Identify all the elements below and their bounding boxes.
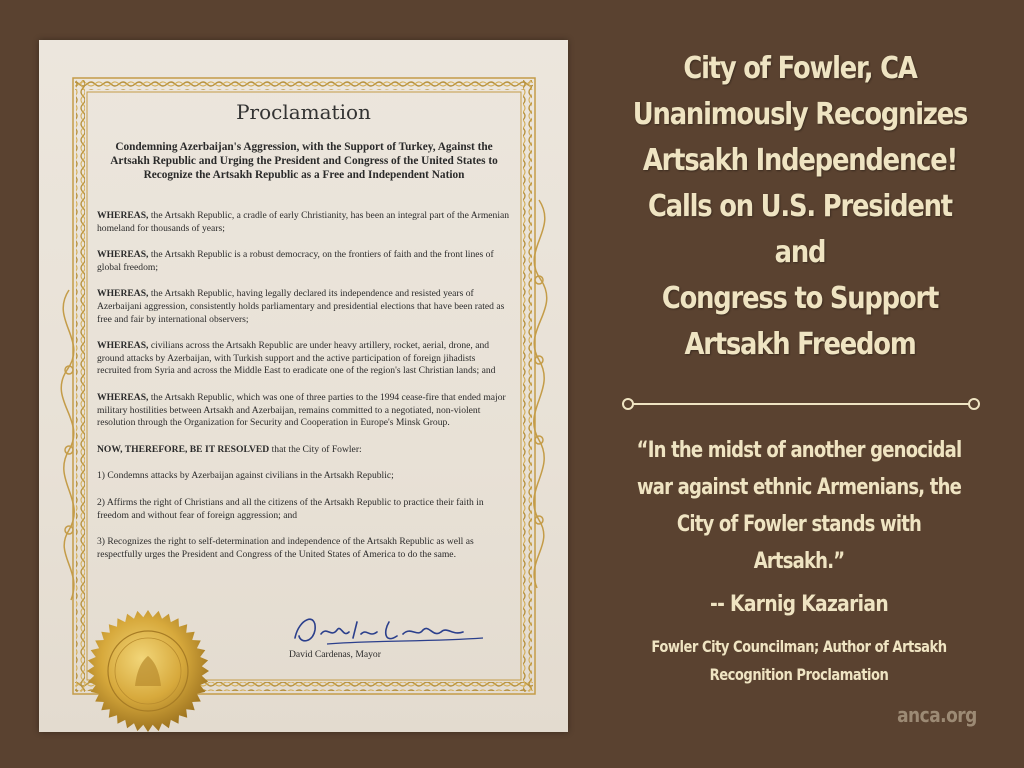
pull-quote	[631, 432, 967, 580]
headline-line: Congress to Support	[661, 281, 939, 316]
signatory-name: David Cardenas, Mayor	[289, 649, 381, 660]
headline-line: Artsakh Freedom	[684, 327, 916, 362]
headline	[619, 46, 980, 368]
whereas-clause: WHEREAS, civilians across the Artsakh Republic are under heavy artillery, rocket, aerial, drone, and ground attacks by Azerbaijan, with Turkish support and the active participation of foreign jihadists recruited from Syria and across the Middle East to eradicate one of the region's last Christian lands; and	[97, 340, 496, 377]
proclamation-body	[97, 210, 511, 575]
resolution-item: 1) Condemns attacks by Azerbaijan against civilians in the Artsakh Republic;	[97, 470, 394, 482]
whereas-clause: WHEREAS, the Artsakh Republic, which was one of three parties to the 1994 cease-fire that ended major military hostilities between Artsakh and Azerbaijan, remains committed to a negotiated, non-violent resolution through the Organization for Security and Cooperation in Europe's Minsk Group.	[97, 391, 506, 429]
quote-line: war against ethnic Armenians, the	[636, 475, 962, 500]
headline-line: Unanimously Recognizes	[632, 97, 968, 132]
resolution-item: 3) Recognizes the right to self-determination and independence of the Artsakh Republic as well as respectfully urges the President and Congress of the United States of America to do the same.	[97, 536, 474, 560]
proclamation-subtitle: Condemning Azerbaijan's Aggression, with the Support of Turkey, Against the Artsakh Republic and Urging the President and Congress of the United States to Recognize the Artsakh Republic as a Free and Independent Nation	[110, 141, 498, 181]
quote-line: “In the midst of another genocidal	[636, 438, 962, 463]
headline-line: City of Fowler, CA	[683, 51, 917, 86]
headline-line: Calls on U.S. President and	[648, 189, 952, 270]
quote-line: City of Fowler stands with Artsakh.”	[676, 512, 922, 574]
whereas-clause: WHEREAS, the Artsakh Republic is a robust democracy, on the frontiers of faith and the front lines of global freedom;	[97, 249, 494, 273]
handwritten-signature-icon	[287, 608, 487, 650]
gold-seal-icon	[85, 608, 211, 732]
whereas-clause: WHEREAS, the Artsakh Republic, a cradle of early Christianity, has been an integral part of the Armenian homeland for thousands of years;	[97, 210, 510, 234]
quote-author: -- Karnig Kazarian	[710, 592, 888, 617]
resolved-clause: NOW, THEREFORE, BE IT RESOLVED that the City of Fowler:	[97, 443, 362, 455]
ornamental-divider	[620, 396, 982, 412]
proclamation-title: Proclamation	[236, 100, 371, 124]
author-title	[631, 633, 967, 689]
resolution-item: 2) Affirms the right of Christians and all the citizens of the Artsakh Republic to practice their faith in freedom and without fear of foreign aggression; and	[97, 496, 484, 521]
site-watermark: anca.org	[897, 703, 977, 727]
headline-line: Artsakh Independence!	[642, 143, 958, 178]
author-title-line: Recognition Proclamation	[709, 665, 889, 684]
whereas-clause: WHEREAS, the Artsakh Republic, having legally declared its independence and resisted years of Azerbaijani aggression, consistently holds parliamentary and presidential elections that have been rated as free and fair by international observers;	[97, 288, 505, 325]
proclamation-document	[39, 40, 568, 732]
author-title-line: Fowler City Councilman; Author of Artsakh	[651, 637, 947, 656]
